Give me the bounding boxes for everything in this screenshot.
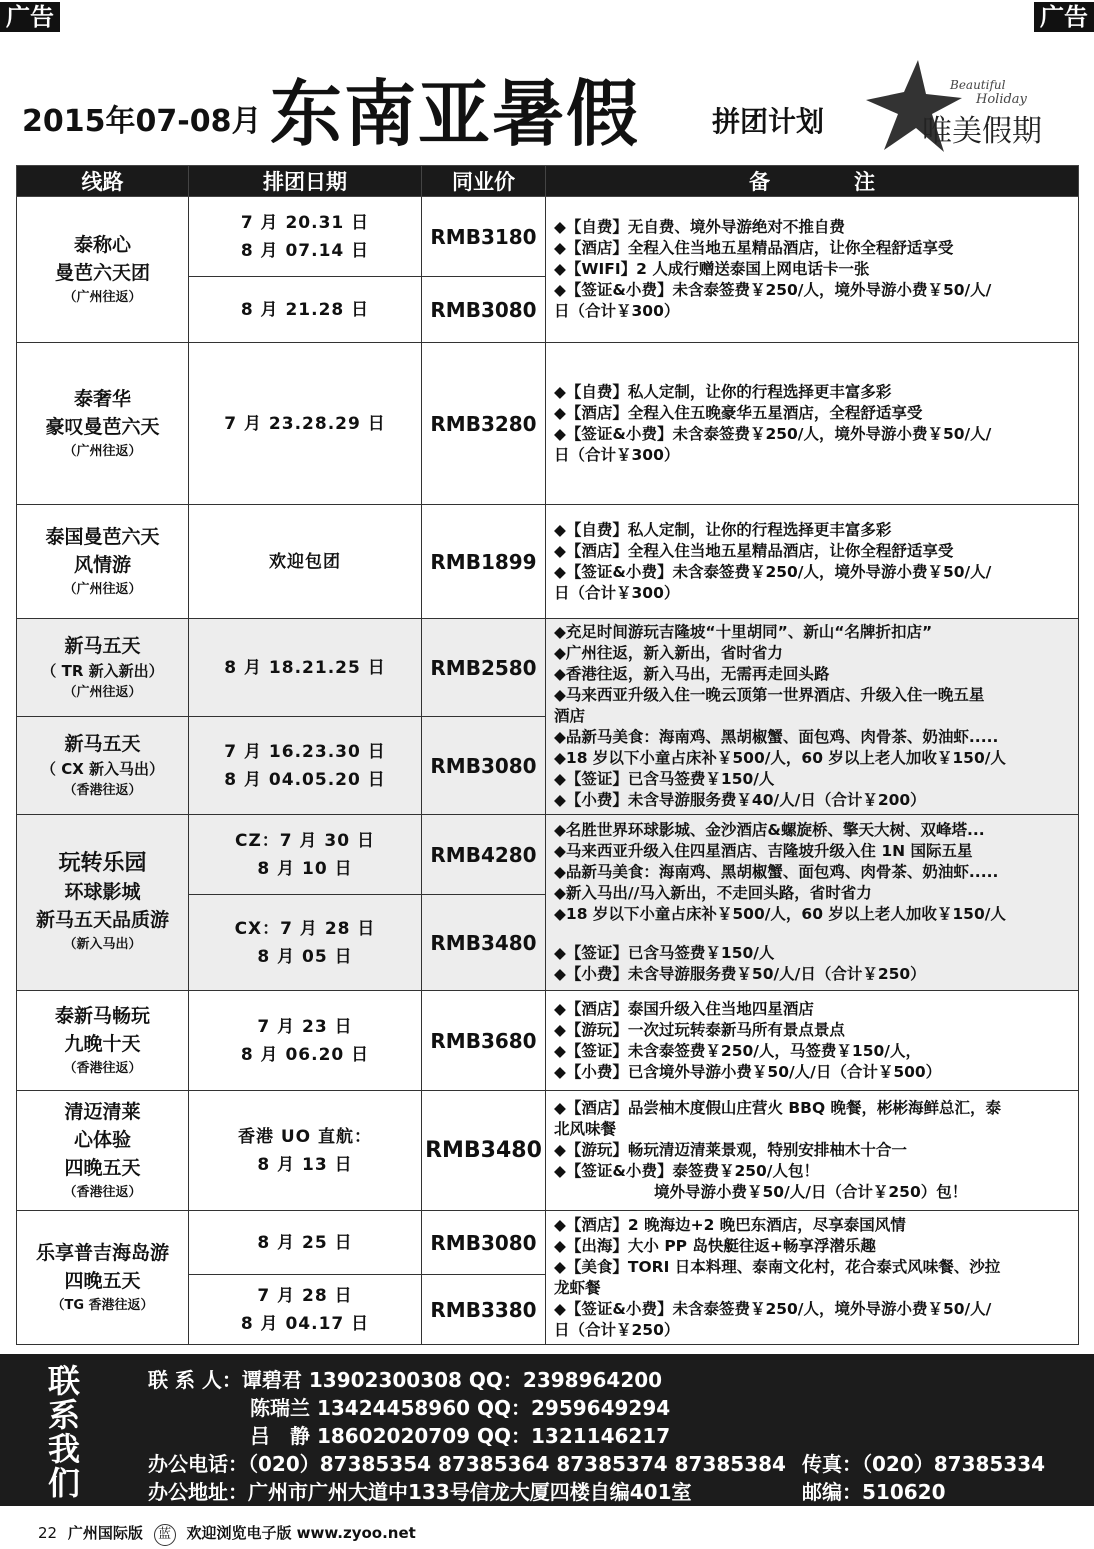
price-cell: RMB3180 <box>422 197 546 277</box>
page-number: 22 <box>38 1524 58 1542</box>
date-cell: 欢迎包团 <box>189 505 422 619</box>
header-year: 2015年07-08月 <box>22 104 262 139</box>
date-cell: 7 月 20.31 日 8 月 07.14 日 <box>189 197 422 277</box>
price-cell: RMB1899 <box>422 505 546 619</box>
logo-cn: 唯美假期 <box>922 114 1042 149</box>
date-cell: 香港 UO 直航： 8 月 13 日 <box>189 1091 422 1211</box>
date-cell: 7 月 16.23.30 日 8 月 04.05.20 日 <box>189 717 422 815</box>
contact-line-1: 联 系 人：谭碧君 13902300308 QQ：2398964200 <box>148 1368 663 1392</box>
tour-table <box>16 165 1079 1345</box>
office-phone: 办公电话：（020）87385354 87385364 87385374 87385384 <box>148 1452 786 1476</box>
notes-cell: ◆【自费】私人定制，让你的行程选择更丰富多彩 ◆【酒店】全程入住当地五星精品酒店，让你全程舒适享受 ◆【签证&小费】未含泰签费￥250/人，境外导游小费￥50/人/ 日（合计￥300） <box>546 505 1079 619</box>
postcode: 邮编：510620 <box>802 1480 946 1504</box>
date-cell: 8 月 18.21.25 日 <box>189 619 422 717</box>
notes-cell: ◆【酒店】品尝柚木度假山庄营火 BBQ 晚餐，彬彬海鲜总汇，泰 北风味餐 ◆【游玩】畅玩清迈清莱景观，特别安排柚木十合一 ◆【签证&小费】泰签费￥250/人包！ 境外导游小费￥50/人/日（合计￥250）包！ <box>546 1091 1079 1211</box>
date-cell: 8 月 25 日 <box>189 1211 422 1275</box>
contact-line-3: 吕 静 18602020709 QQ：1321146217 <box>250 1424 671 1448</box>
footer-link[interactable]: 欢迎浏览电子版 www.zyoo.net <box>186 1524 416 1542</box>
date-cell: CZ：7 月 30 日 8 月 10 日 <box>189 815 422 895</box>
date-cell: CX：7 月 28 日 8 月 05 日 <box>189 895 422 991</box>
col-price: 同业价 <box>422 166 546 197</box>
brand-logo <box>858 52 1078 158</box>
ad-tag-right: 广告 <box>1034 2 1094 32</box>
price-cell: RMB4280 <box>422 815 546 895</box>
route-cell: 泰新马畅玩 九晚十天 （香港往返） <box>17 991 189 1091</box>
table-row <box>17 1091 1079 1211</box>
notes-cell: ◆【酒店】2 晚海边+2 晚巴东酒店，尽享泰国风情 ◆【出海】大小 PP 岛快艇往返+畅享浮潜乐趣 ◆【美食】TORI 日本料理、泰南文化村，花合泰式风味餐、沙拉 龙虾餐 ◆【签证&小费】未含泰签费￥250/人，境外导游小费￥50/人/ 日（合计￥250） <box>546 1211 1079 1345</box>
col-date: 排团日期 <box>189 166 422 197</box>
contact-title: 联 系 我 们 <box>47 1362 80 1502</box>
price-cell: RMB3480 <box>422 1091 546 1211</box>
office-address: 办公地址：广州市广州大道中133号信龙大厦四楼自编401室 <box>148 1480 692 1504</box>
price-cell: RMB3280 <box>422 343 546 505</box>
col-notes: 备 注 <box>546 166 1079 197</box>
header-title: 东南亚暑假 <box>270 71 641 156</box>
table-row <box>17 991 1079 1091</box>
logo-en-1: Beautiful <box>950 78 1006 92</box>
header-subtitle: 拼团计划 <box>712 105 825 138</box>
table-row <box>17 197 1079 277</box>
page-header <box>22 56 882 156</box>
lan-badge-icon: 蓝 <box>154 1524 176 1546</box>
date-cell: 7 月 23.28.29 日 <box>189 343 422 505</box>
date-cell: 8 月 21.28 日 <box>189 277 422 343</box>
date-cell: 7 月 23 日 8 月 06.20 日 <box>189 991 422 1091</box>
route-cell: 泰国曼芭六天 风情游 （广州往返） <box>17 505 189 619</box>
ad-tag-left: 广告 <box>0 2 60 32</box>
notes-cell: ◆充足时间游玩吉隆坡“十里胡同”、新山“名牌折扣店” ◆广州往返，新入新出，省时省力 ◆香港往返，新入马出，无需再走回头路 ◆马来西亚升级入住一晚云顶第一世界酒店、升级入住一晚五星 酒店 ◆品新马美食：海南鸡、黑胡椒蟹、面包鸡、肉骨茶、奶油虾..... ◆18 岁以下小童占床补￥500/人，60 岁以上老人加收￥150/人 ◆【签证】已含马签费￥150/人 ◆【小费】未含导游服务费￥40/人/日（合计￥200） <box>546 619 1079 815</box>
contact-panel <box>0 1354 1094 1506</box>
notes-cell: ◆【酒店】泰国升级入住当地四星酒店 ◆【游玩】一次过玩转泰新马所有景点景点 ◆【签证】未含泰签费￥250/人，马签费￥150/人， ◆【小费】已含境外导游小费￥50/人/日（合计￥500） <box>546 991 1079 1091</box>
logo-en-2: Holiday <box>976 92 1027 107</box>
route-cell: 新马五天 （ TR 新入新出） （广州往返） <box>17 619 189 717</box>
route-cell: 清迈清莱 心体验 四晚五天 （香港往返） <box>17 1091 189 1211</box>
price-cell: RMB3380 <box>422 1275 546 1345</box>
price-cell: RMB3680 <box>422 991 546 1091</box>
route-cell: 泰称心 曼芭六天团 （广州往返） <box>17 197 189 343</box>
notes-cell: ◆【自费】私人定制，让你的行程选择更丰富多彩 ◆【酒店】全程入住五晚豪华五星酒店，全程舒适享受 ◆【签证&小费】未含泰签费￥250/人，境外导游小费￥50/人/ 日（合计￥300） <box>546 343 1079 505</box>
notes-cell: ◆【自费】无自费、境外导游绝对不推自费 ◆【酒店】全程入住当地五星精品酒店，让你全程舒适享受 ◆【WIFI】2 人成行赠送泰国上网电话卡一张 ◆【签证&小费】未含泰签费￥250/人，境外导游小费￥50/人/ 日（合计￥300） <box>546 197 1079 343</box>
price-cell: RMB3080 <box>422 717 546 815</box>
table-row <box>17 343 1079 505</box>
contact-line-2: 陈瑞兰 13424458960 QQ：2959649294 <box>250 1396 671 1420</box>
table-header <box>17 166 1079 197</box>
price-cell: RMB2580 <box>422 619 546 717</box>
date-cell: 7 月 28 日 8 月 04.17 日 <box>189 1275 422 1345</box>
fax: 传真：（020）87385334 <box>802 1452 1046 1476</box>
price-cell: RMB3480 <box>422 895 546 991</box>
notes-cell: ◆名胜世界环球影城、金沙酒店&螺旋桥、擎天大树、双峰塔... ◆马来西亚升级入住四星酒店、吉隆坡升级入住 1N 国际五星 ◆品新马美食：海南鸡、黑胡椒蟹、面包鸡、肉骨茶、奶油虾..... ◆新入马出//马入新出，不走回头路，省时省力 ◆18 岁以下小童占床补￥500/人，60 岁以上老人加收￥150/人 ◆【签证】已含马签费￥150/人 ◆【小费】未含导游服务费￥50/人/日（合计￥250） <box>546 815 1079 991</box>
price-cell: RMB3080 <box>422 1211 546 1275</box>
table-row <box>17 505 1079 619</box>
route-cell: 新马五天 （ CX 新入马出） （香港往返） <box>17 717 189 815</box>
table-row <box>17 619 1079 717</box>
price-cell: RMB3080 <box>422 277 546 343</box>
table-row <box>17 1211 1079 1275</box>
page-footer <box>38 1522 422 1546</box>
publication-name: 广州国际版 <box>67 1524 143 1542</box>
col-route: 线路 <box>17 166 189 197</box>
route-cell: 玩转乐园 环球影城 新马五天品质游 （新入马出） <box>17 815 189 991</box>
route-cell: 泰奢华 豪叹曼芭六天 （广州往返） <box>17 343 189 505</box>
table-row <box>17 815 1079 895</box>
route-cell: 乐享普吉海岛游 四晚五天 （TG 香港往返） <box>17 1211 189 1345</box>
